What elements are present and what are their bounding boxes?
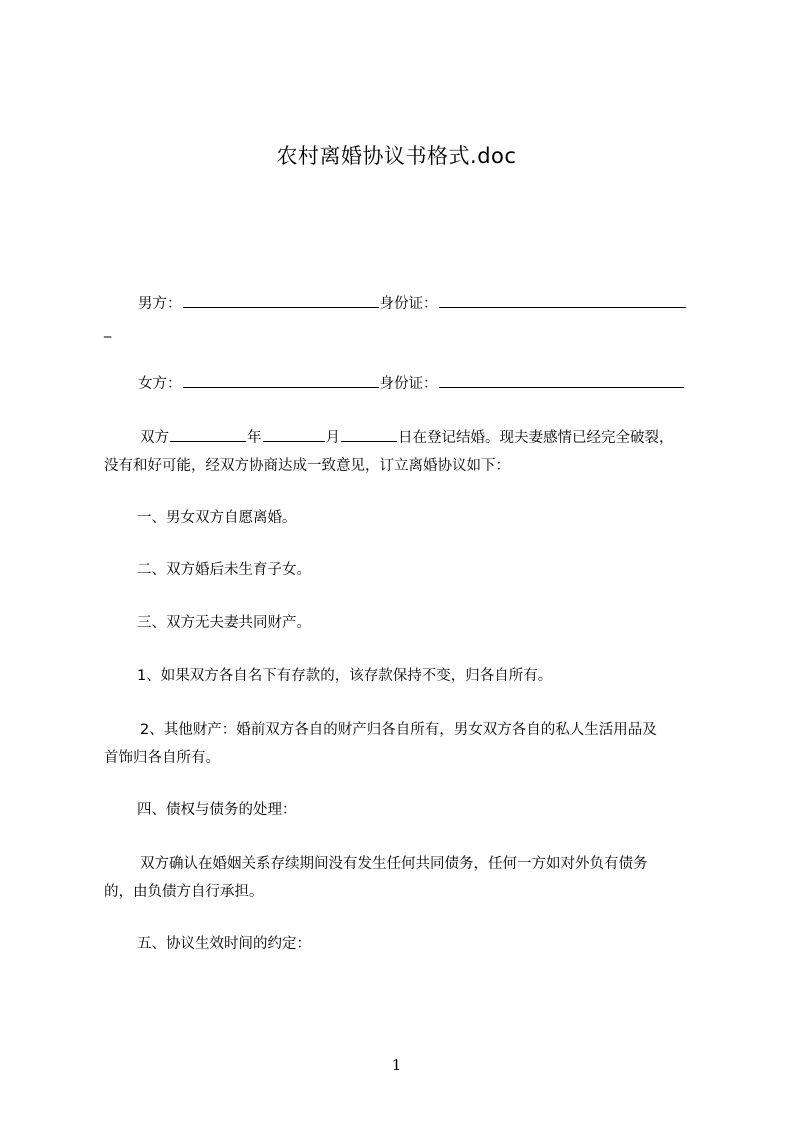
clause-3-2-line2: 首饰归各自所有。 xyxy=(104,750,220,766)
marriage-paragraph-line2: 没有和好可能，经双方协商达成一致意见，订立离婚协议如下： xyxy=(104,458,510,474)
female-party-line xyxy=(138,372,685,393)
clause-2: 二、双方婚后未生育子女。 xyxy=(137,562,311,578)
clause-5: 五、协议生效时间的约定： xyxy=(137,936,311,952)
female-name-blank[interactable] xyxy=(183,373,379,388)
document-title: 农村离婚协议书格式.doc xyxy=(276,144,517,168)
clause-4-line1: 双方确认在婚姻关系存续期间没有发生任何共同债务，任何一方如对外负有债务 xyxy=(140,856,648,872)
marriage-year-blank[interactable] xyxy=(170,427,246,442)
male-label: 男方： xyxy=(138,296,182,312)
marriage-year-label: 年 xyxy=(247,430,262,446)
male-id-blank[interactable] xyxy=(439,293,686,308)
clause-4-line2: 的，由负债方自行承担。 xyxy=(104,884,264,900)
page-number: 1 xyxy=(391,1056,402,1074)
marriage-paragraph-line1 xyxy=(140,426,674,447)
clause-3: 三、双方无夫妻共同财产。 xyxy=(137,615,311,631)
female-label: 女方： xyxy=(138,376,182,392)
marriage-text-b: 日在登记结婚。现夫妻感情已经完全破裂， xyxy=(398,430,674,446)
female-id-blank[interactable] xyxy=(439,373,684,388)
male-name-blank[interactable] xyxy=(183,293,379,308)
clause-1: 一、男女双方自愿离婚。 xyxy=(137,510,297,526)
male-id-label: 身份证： xyxy=(379,296,438,312)
clause-3-1: 1、如果双方各自名下有存款的，该存款保持不变，归各自所有。 xyxy=(137,668,553,684)
marriage-month-label: 月 xyxy=(325,430,340,446)
clause-3-2-line1: 2、其他财产：婚前双方各自的财产归各自所有，男女双方各自的私人生活用品及 xyxy=(140,722,657,738)
male-party-line xyxy=(138,292,687,313)
female-id-label: 身份证： xyxy=(379,376,438,392)
marriage-day-blank[interactable] xyxy=(341,427,397,442)
trailing-mark: _ xyxy=(104,322,112,338)
marriage-month-blank[interactable] xyxy=(263,427,325,442)
marriage-text-a: 双方 xyxy=(140,430,169,446)
clause-4: 四、债权与债务的处理： xyxy=(137,802,297,818)
